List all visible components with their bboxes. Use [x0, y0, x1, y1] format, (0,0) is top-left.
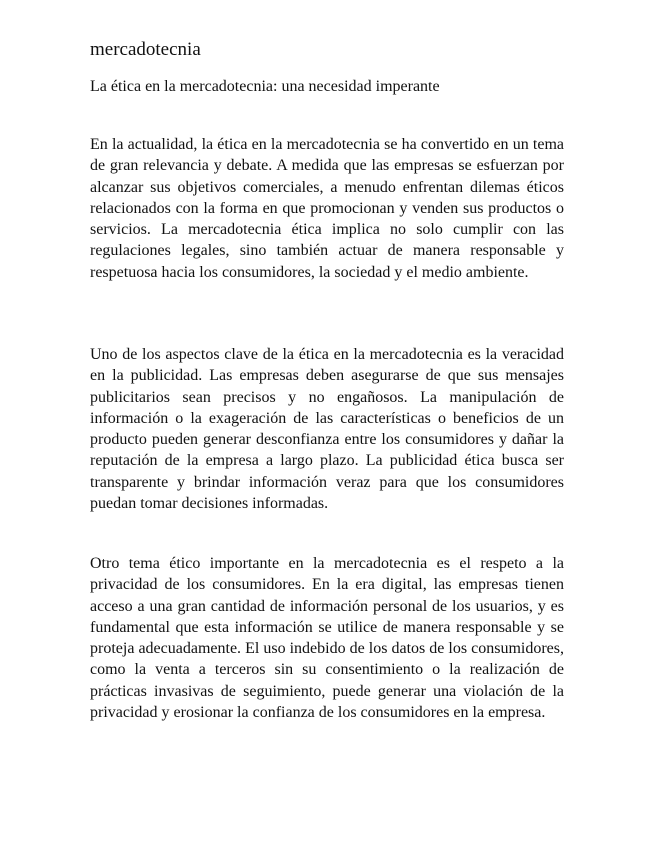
document-subtitle: La ética en la mercadotecnia: una necesidad imperante — [90, 78, 440, 95]
paragraph-2: Uno de los aspectos clave de la ética en la mercadotecnia es la veracidad en la publicidad. Las empresas deben asegurarse de que sus mensajes publicitarios sean precisos y no engañosos. La manipulación de información o la exageración de las características o beneficios de un producto pueden generar desconfianza entre los consumidores y dañar la reputación de la empresa a largo plazo. La publicidad ética busca ser transparente y brindar información veraz para que los consumidores puedan tomar decisiones informadas. — [90, 346, 564, 513]
paragraph-3: Otro tema ético importante en la mercadotecnia es el respeto a la privacidad de los consumidores. En la era digital, las empresas tienen acceso a una gran cantidad de información personal de los usuarios, y es fundamental que esta información se utilice de manera responsable y se proteja adecuadamente. El uso indebido de los datos de los consumidores, como la venta a terceros sin su consentimiento o la realización de prácticas invasivas de seguimiento, puede generar una violación de la privacidad y erosionar la confianza de los consumidores en la empresa. — [90, 555, 564, 722]
document-title: mercadotecnia — [90, 39, 201, 60]
paragraph-1: En la actualidad, la ética en la mercadotecnia se ha convertido en un tema de gran relevancia y debate. A medida que las empresas se esfuerzan por alcanzar sus objetivos comerciales, a menudo enfrentan dilemas éticos relacionados con la forma en que promocionan y venden sus productos o servicios. La mercadotecnia ética implica no solo cumplir con las regulaciones legales, sino también actuar de manera responsable y respetuosa hacia los consumidores, la sociedad y el medio ambiente. — [90, 136, 564, 281]
